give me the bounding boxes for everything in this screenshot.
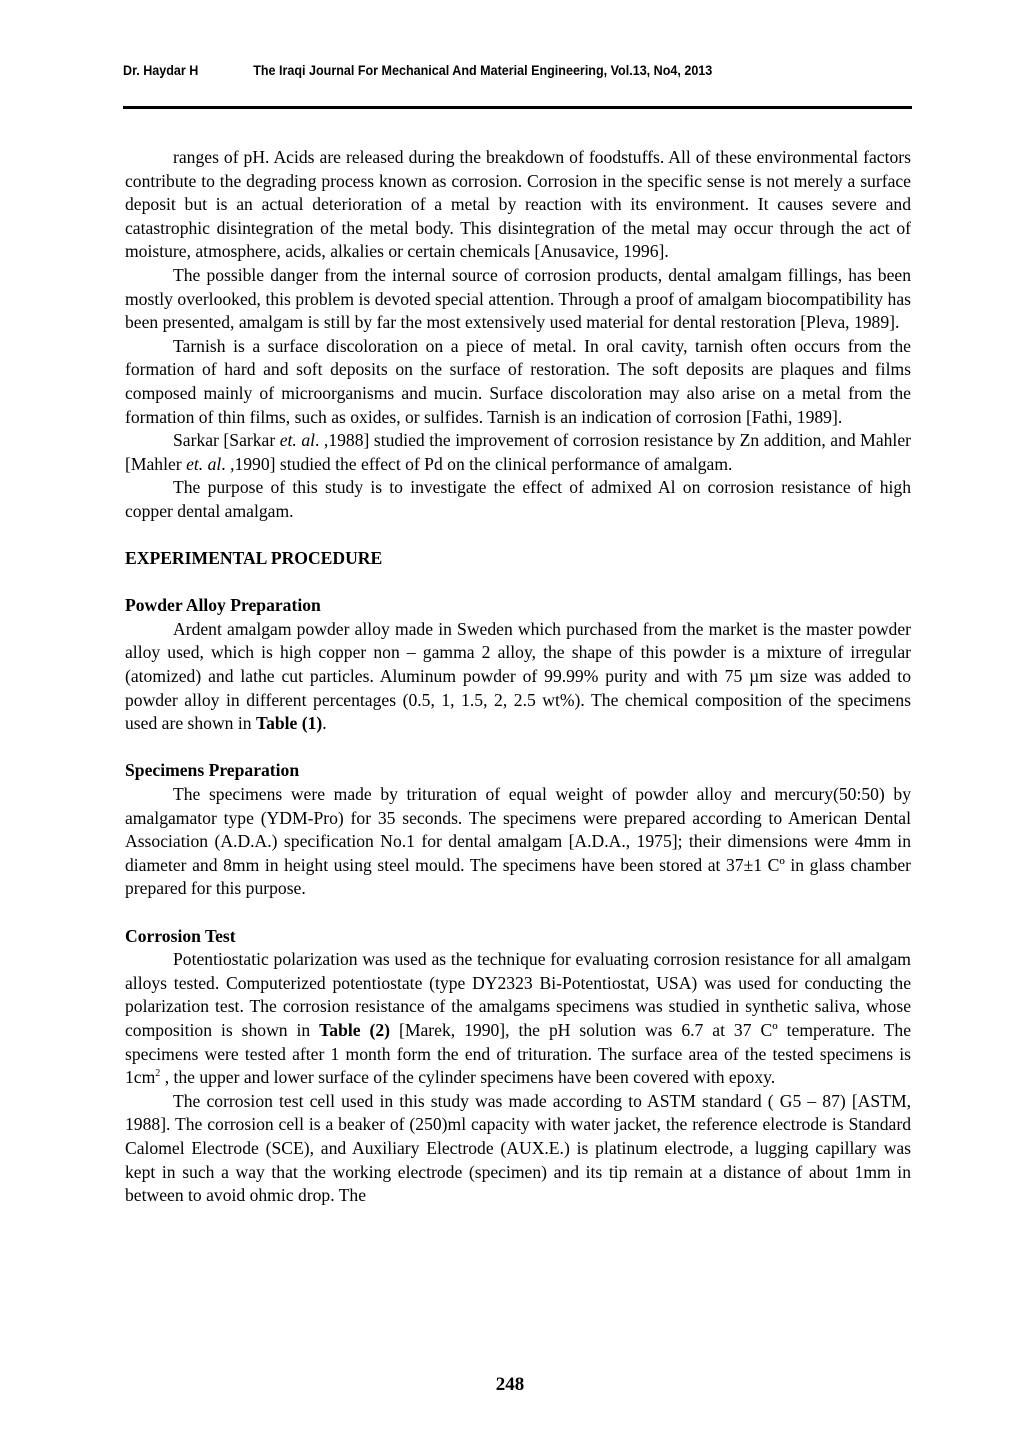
text-run: Tarnish is a surface discoloration on a piece of metal. In oral cavity, tarnish often occurs from the formation of hard and soft deposits on the surface of restoration. The soft deposits are plaques and films composed mainly of microorganisms and mucin. Surface discoloration may also arise on a metal from the formation of thin films, such as oxides, or sulfides. Tarnish is an indication of corrosion [Fathi, 1989].: [125, 335, 911, 427]
paragraph: [125, 1090, 911, 1208]
text-run: [Marek, 1990], the pH solution was 6.7 at 37 Cº temperature. The specimens were tested after 1 month form the end of trituration. The surface area of the tested specimens is 1cm: [125, 1019, 912, 1088]
text-run: Sarkar [Sarkar: [173, 430, 280, 451]
blank-line: [125, 524, 911, 548]
superscript: 2: [155, 1068, 161, 1080]
text-run: .: [322, 713, 327, 734]
text-run: . ,1988] studied the improvement of corrosion resistance by Zn addition, and Mahler [Mahler: [125, 430, 911, 474]
text-run: Powder Alloy Preparation: [125, 595, 321, 616]
paragraph: [125, 264, 911, 335]
blank-line: [125, 901, 911, 925]
paragraph: [125, 948, 911, 1090]
blank-line: [125, 571, 911, 595]
text-run: The specimens were made by trituration of equal weight of powder alloy and mercury(50:50) by amalgamator type (YDM-Pro) for 35 seconds. The specimens were prepared according to American Dental Association (A.D.A.) specification No.1 for dental amalgam [A.D.A., 1975]; their dimensions were 4mm in diameter and 8mm in height using steel mould. The specimens have been stored at 37±1 Cº in glass chamber prepared for this purpose.: [125, 784, 911, 899]
header-journal: The Iraqi Journal For Mechanical And Material Engineering, Vol.13, No4, 2013: [253, 63, 713, 78]
italic-text: et. al: [279, 430, 316, 451]
text-run: Ardent amalgam powder alloy made in Sweden which purchased from the market is the master powder alloy used, which is high copper non – gamma 2 alloy, the shape of this powder is a mixture of irregular (atomized) and lathe cut particles. Aluminum powder of 99.99% purity and with 75 µm size was added to powder alloy in different percentages (0.5, 1, 1.5, 2, 2.5 wt%). The chemical composition of the specimens used are shown in: [125, 618, 911, 734]
text-run: Corrosion Test: [125, 925, 236, 946]
section-heading: [125, 759, 911, 783]
text-run: The purpose of this study is to investigate the effect of admixed Al on corrosion resistance of high copper dental amalgam.: [125, 477, 911, 521]
paragraph: [125, 783, 911, 901]
paragraph: [125, 429, 911, 476]
paragraph: [125, 618, 911, 736]
italic-text: et. al: [186, 453, 222, 474]
bold-reference: Table (2): [319, 1019, 391, 1040]
page-number: 248: [495, 1374, 525, 1395]
text-run: ranges of pH. Acids are released during the breakdown of foodstuffs. All of these environmental factors contribute to the degrading process known as corrosion. Corrosion in the specific sense is not merely a surface deposit but is an actual deterioration of a metal by reaction with its environment. It causes severe and catastrophic disintegration of the metal body. This disintegration of the metal may occur through the act of moisture, atmosphere, acids, alkalies or certain chemicals [Anusavice, 1996].: [125, 147, 911, 262]
body-text: [125, 146, 911, 1208]
text-run: . ,1990] studied the effect of Pd on the clinical performance of amalgam.: [221, 453, 733, 474]
paragraph: [125, 335, 911, 429]
section-heading: [125, 547, 911, 571]
text-run: Potentiostatic polarization was used as the technique for evaluating corrosion resistance for all amalgam alloys tested. Computerized potentiostate (type DY2323 Bi-Potentiostat, USA) was used for conducting the polarization test. The corrosion resistance of the amalgams specimens was studied in synthetic saliva, whose composition is shown in: [125, 949, 911, 1040]
text-run: EXPERIMENTAL PROCEDURE: [125, 548, 383, 569]
text-run: Specimens Preparation: [125, 760, 300, 781]
text-run: , the upper and lower surface of the cylinder specimens have been covered with epoxy.: [160, 1067, 776, 1088]
paragraph: [125, 476, 911, 523]
paragraph: [125, 146, 911, 264]
header-author: Dr. Haydar H: [123, 63, 199, 78]
text-run: The possible danger from the internal source of corrosion products, dental amalgam fillings, has been mostly overlooked, this problem is devoted special attention. Through a proof of amalgam biocompatibility has been presented, amalgam is still by far the most extensively used material for dental restoration [Pleva, 1989].: [125, 264, 911, 333]
section-heading: [125, 594, 911, 618]
blank-line: [125, 736, 911, 760]
section-heading: [125, 925, 911, 949]
running-header: [123, 63, 858, 78]
text-run: The corrosion test cell used in this study was made according to ASTM standard ( G5 – 87) [ASTM, 1988]. The corrosion cell is a beaker of (250)ml capacity with water jacket, the reference electrode is Standard Calomel Electrode (SCE), and Auxiliary Electrode (AUX.E.) is platinum electrode, a lugging capillary was kept in such a way that the working electrode (specimen) and its tip remain at a distance of about 1mm in between to avoid ohmic drop. The: [125, 1090, 911, 1206]
header-rule: [123, 106, 912, 109]
bold-reference: Table (1): [255, 713, 323, 734]
